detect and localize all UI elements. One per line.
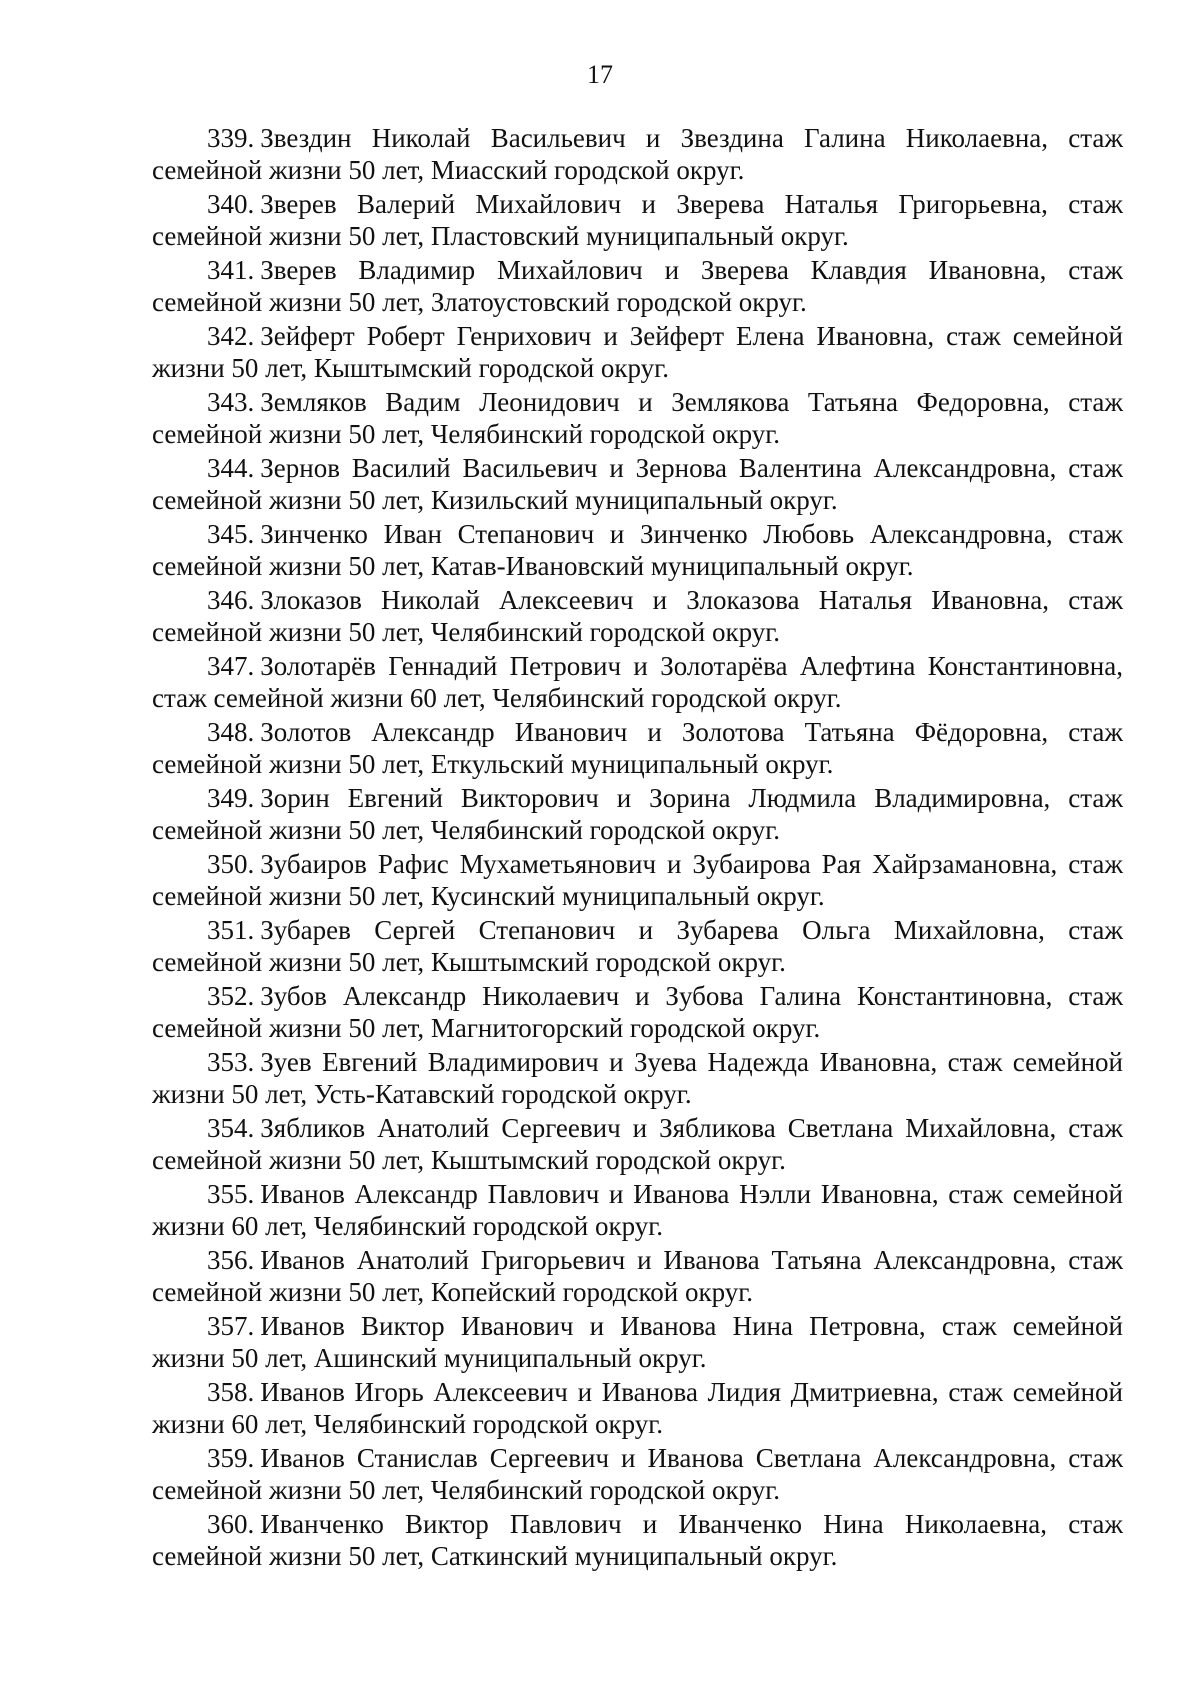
list-item	[152, 320, 1123, 384]
list-item-number: 343.	[207, 387, 255, 417]
list-item-number: 342.	[207, 321, 255, 351]
list-item-text: Зернов Василий Васильевич и Зернова Валентина Александровна, стаж семейной жизни 50 лет, Кизильский муниципальный округ.	[152, 453, 1123, 515]
list-item-number: 354.	[207, 1113, 255, 1143]
list-item	[152, 188, 1123, 252]
list-item-text: Зверев Владимир Михайлович и Зверева Клавдия Ивановна, стаж семейной жизни 50 лет, Златоустовский городской округ.	[152, 255, 1123, 317]
list-item	[152, 980, 1123, 1044]
list-item	[152, 914, 1123, 978]
list-item	[152, 122, 1123, 186]
list-item-number: 350.	[207, 849, 255, 879]
list-item-number: 347.	[207, 651, 255, 681]
list-item-number: 340.	[207, 189, 255, 219]
list-item-number: 351.	[207, 915, 255, 945]
list-item-number: 355.	[207, 1179, 255, 1209]
list-item-text: Иванов Игорь Алексеевич и Иванова Лидия Дмитриевна, стаж семейной жизни 60 лет, Челябинский городской округ.	[152, 1377, 1123, 1439]
list-item-text: Иванов Александр Павлович и Иванова Нэлли Ивановна, стаж семейной жизни 60 лет, Челябинский городской округ.	[152, 1179, 1123, 1241]
list-item-text: Золотарёв Геннадий Петрович и Золотарёва Алефтина Константиновна, стаж семейной жизни 60 лет, Челябинский городской округ.	[152, 651, 1123, 713]
list-item-text: Зейферт Роберт Генрихович и Зейферт Елена Ивановна, стаж семейной жизни 50 лет, Кыштымский городской округ.	[152, 321, 1123, 383]
list-item-text: Земляков Вадим Леонидович и Землякова Татьяна Федоровна, стаж семейной жизни 50 лет, Челябинский городской округ.	[152, 387, 1123, 449]
list-item	[152, 1178, 1123, 1242]
list-item	[152, 848, 1123, 912]
list-item-text: Зуев Евгений Владимирович и Зуева Надежда Ивановна, стаж семейной жизни 50 лет, Усть-Катавский городской округ.	[152, 1047, 1123, 1109]
list-item-number: 353.	[207, 1047, 255, 1077]
list-item	[152, 650, 1123, 714]
list-item-number: 341.	[207, 255, 255, 285]
list-item	[152, 1508, 1123, 1572]
list-item-number: 360.	[207, 1509, 255, 1539]
list-item-text: Иванченко Виктор Павлович и Иванченко Нина Николаевна, стаж семейной жизни 50 лет, Саткинский муниципальный округ.	[152, 1509, 1123, 1571]
list-item-text: Иванов Анатолий Григорьевич и Иванова Татьяна Александровна, стаж семейной жизни 50 лет, Копейский городской округ.	[152, 1245, 1123, 1307]
list-item-number: 358.	[207, 1377, 255, 1407]
list-item-text: Зубаиров Рафис Мухаметьянович и Зубаирова Рая Хайрзамановна, стаж семейной жизни 50 лет, Кусинский муниципальный округ.	[152, 849, 1123, 911]
list-item	[152, 782, 1123, 846]
list-item-text: Зябликов Анатолий Сергеевич и Зябликова Светлана Михайловна, стаж семейной жизни 50 лет, Кыштымский городской округ.	[152, 1113, 1123, 1175]
list-item-text: Звездин Николай Васильевич и Звездина Галина Николаевна, стаж семейной жизни 50 лет, Миасский городской округ.	[152, 123, 1123, 185]
list-item-text: Золотов Александр Иванович и Золотова Татьяна Фёдоровна, стаж семейной жизни 50 лет, Еткульский муниципальный округ.	[152, 717, 1123, 779]
list-item-text: Зубов Александр Николаевич и Зубова Галина Константиновна, стаж семейной жизни 50 лет, Магнитогорский городской округ.	[152, 981, 1123, 1043]
award-list	[152, 122, 1123, 1574]
list-item-number: 356.	[207, 1245, 255, 1275]
list-item-text: Злоказов Николай Алексеевич и Злоказова Наталья Ивановна, стаж семейной жизни 50 лет, Челябинский городской округ.	[152, 585, 1123, 647]
list-item	[152, 1310, 1123, 1374]
list-item-number: 359.	[207, 1443, 255, 1473]
list-item	[152, 386, 1123, 450]
list-item-number: 357.	[207, 1311, 255, 1341]
list-item-number: 345.	[207, 519, 255, 549]
list-item	[152, 1244, 1123, 1308]
list-item-number: 344.	[207, 453, 255, 483]
page-number: 17	[587, 60, 613, 89]
list-item	[152, 1442, 1123, 1506]
list-item	[152, 518, 1123, 582]
list-item-number: 339.	[207, 123, 255, 153]
list-item-number: 352.	[207, 981, 255, 1011]
list-item-text: Зинченко Иван Степанович и Зинченко Любовь Александровна, стаж семейной жизни 50 лет, Катав-Ивановский муниципальный округ.	[152, 519, 1123, 581]
list-item	[152, 1112, 1123, 1176]
list-item	[152, 716, 1123, 780]
list-item	[152, 254, 1123, 318]
list-item-text: Зорин Евгений Викторович и Зорина Людмила Владимировна, стаж семейной жизни 50 лет, Челябинский городской округ.	[152, 783, 1123, 845]
list-item-number: 349.	[207, 783, 255, 813]
list-item-text: Зубарев Сергей Степанович и Зубарева Ольга Михайловна, стаж семейной жизни 50 лет, Кыштымский городской округ.	[152, 915, 1123, 977]
list-item-text: Иванов Станислав Сергеевич и Иванова Светлана Александровна, стаж семейной жизни 50 лет, Челябинский городской округ.	[152, 1443, 1123, 1505]
list-item	[152, 584, 1123, 648]
list-item-text: Иванов Виктор Иванович и Иванова Нина Петровна, стаж семейной жизни 50 лет, Ашинский муниципальный округ.	[152, 1311, 1123, 1373]
list-item-number: 346.	[207, 585, 255, 615]
list-item	[152, 452, 1123, 516]
list-item	[152, 1046, 1123, 1110]
list-item-text: Зверев Валерий Михайлович и Зверева Наталья Григорьевна, стаж семейной жизни 50 лет, Пластовский муниципальный округ.	[152, 189, 1123, 251]
list-item	[152, 1376, 1123, 1440]
list-item-number: 348.	[207, 717, 255, 747]
